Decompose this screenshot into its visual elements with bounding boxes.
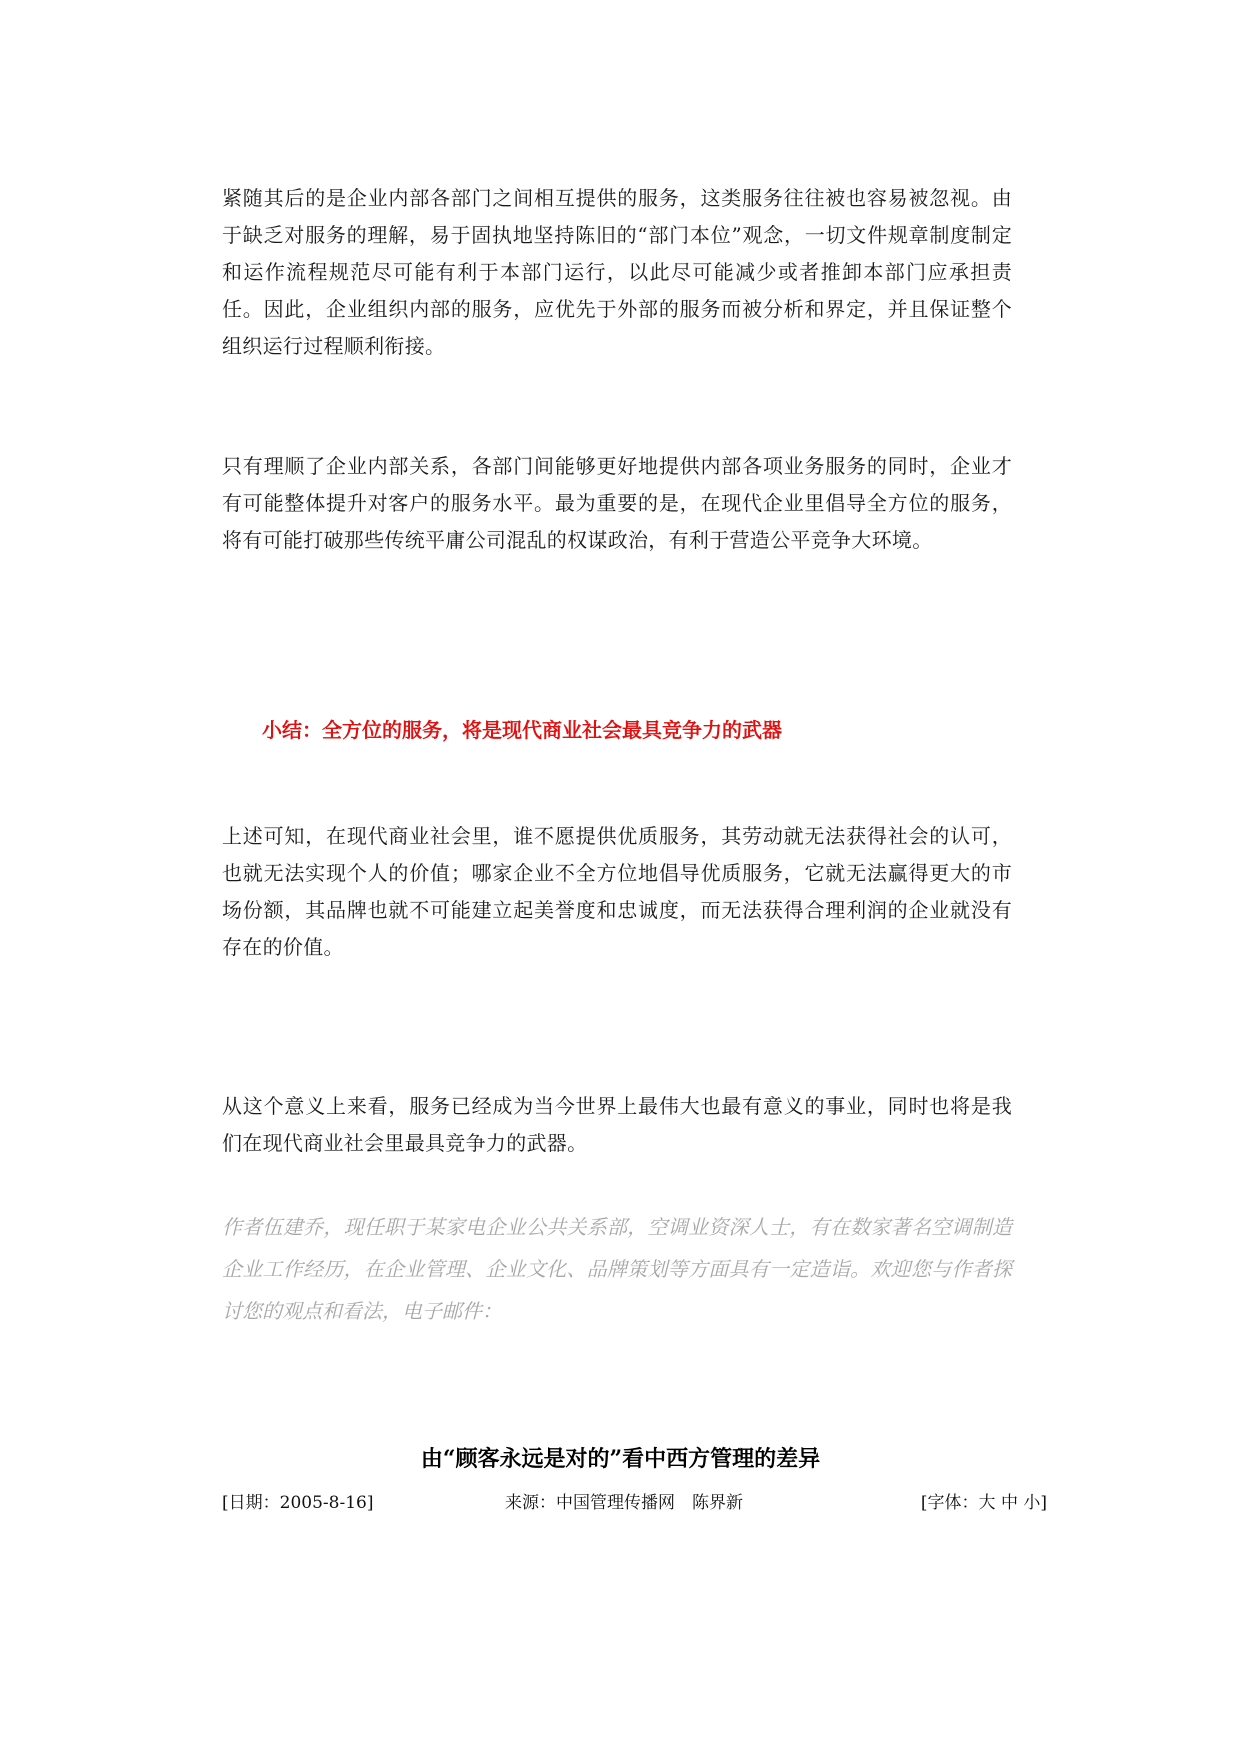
font-size-small-link[interactable]: 小 <box>1023 1493 1041 1513</box>
paragraph-internal-relations: 只有理顺了企业内部关系，各部门间能够更好地提供内部各项业务服务的同时，企业才有可能整体提升对客户的服务水平。最为重要的是，在现代企业里倡导全方位的服务，将有可能打破那些传统平庸公司混乱的权谋政治，有利于营造公平竞争大环境。 <box>222 454 1012 552</box>
font-size-large-link[interactable]: 大 <box>978 1493 996 1513</box>
font-size-medium-link[interactable]: 中 <box>1000 1493 1018 1513</box>
font-size-label: [字体： <box>920 1493 979 1513</box>
article-date: [日期：2005-8-16] <box>222 1493 374 1513</box>
author-bio: 作者伍建乔，现任职于某家电企业公共关系部，空调业资深人士，有在数家著名空调制造企业工作经历，在企业管理、企业文化、品牌策划等方面具有一定造诣。欢迎您与作者探讨您的观点和看法，电子邮件： <box>222 1215 1012 1323</box>
font-size-close-bracket: ] <box>1040 1493 1047 1513</box>
font-size-selector <box>921 1488 1047 1513</box>
article-meta <box>222 1488 1047 1518</box>
summary-heading: 小结：全方位的服务，将是现代商业社会最具竞争力的武器 <box>262 718 782 742</box>
article-source: 来源：中国管理传播网 陈界新 <box>505 1493 743 1513</box>
paragraph-conclusion: 上述可知，在现代商业社会里，谁不愿提供优质服务，其劳动就无法获得社会的认可，也就无法实现个人的价值；哪家企业不全方位地倡导优质服务，它就无法赢得更大的市场份额，其品牌也就不可能建立起美誉度和忠诚度，而无法获得合理利润的企业就没有存在的价值。 <box>222 824 1012 959</box>
paragraph-internal-service: 紧随其后的是企业内部各部门之间相互提供的服务，这类服务往往被也容易被忽视。由于缺乏对服务的理解，易于固执地坚持陈旧的“部门本位”观念，一切文件规章制度制定和运作流程规范尽可能有利于本部门运行，以此尽可能减少或者推卸本部门应承担责任。因此，企业组织内部的服务，应优先于外部的服务而被分析和界定，并且保证整个组织运行过程顺利衔接。 <box>222 186 1012 358</box>
paragraph-meaning: 从这个意义上来看，服务已经成为当今世界上最伟大也最有意义的事业，同时也将是我们在现代商业社会里最具竞争力的武器。 <box>222 1094 1012 1155</box>
article-title: 由“顾客永远是对的”看中西方管理的差异 <box>420 1446 821 1472</box>
